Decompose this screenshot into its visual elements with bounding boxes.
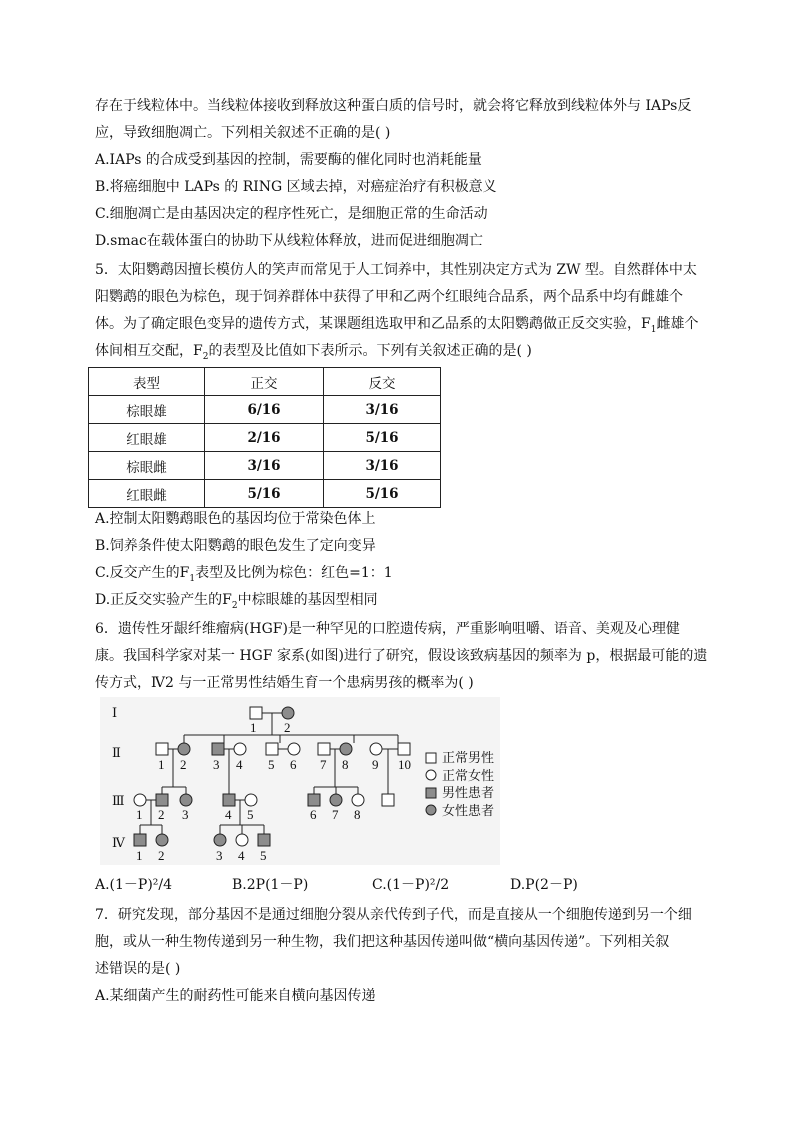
q7-line3: 述错误的是( ) [95,961,181,977]
svg-text:5: 5 [260,848,267,863]
table-cell: 5/16 [324,424,441,452]
svg-text:1: 1 [250,720,257,735]
table-cell: 2/16 [205,424,324,452]
legend-male-affected-icon [426,788,436,798]
q4-option-a: A.IAPs 的合成受到基因的控制，需要酶的催化同时也消耗能量 [95,152,482,168]
table-cell: 红眼雄 [89,424,205,452]
q6-line3: 传方式，Ⅳ2 与一正常男性结婚生育一个患病男孩的概率为( ) [95,675,474,691]
svg-text:2: 2 [284,720,291,735]
q5-option-c: C.反交产生的$F_1$表型及比例为棕色：红色=1：1 [95,565,393,584]
q5-option-b: B.饲养条件使太阳鹦鹉的眼色发生了定向变异 [95,538,376,554]
q5-line3: 体。为了确定眼色变异的遗传方式，某课题组选取甲和乙品系的太阳鹦鹉做正反交实验，$F_1$雌雄个 [95,316,699,335]
svg-text:女性患者: 女性患者 [442,803,495,818]
table-cell: 红眼雌 [89,480,205,508]
svg-text:6: 6 [310,807,317,822]
svg-text:7: 7 [320,757,327,772]
svg-text:9: 9 [372,757,379,772]
q6-line2: 康。我国科学家对某一 HGF 家系(如图)进行了研究，假设该致病基因的频率为 p，根据最可能的遗 [95,648,708,664]
svg-text:5: 5 [247,807,254,822]
phenotype-table [88,367,441,508]
svg-text:3: 3 [213,757,220,772]
q6-option-c: C.(1－P)²/2 [372,877,450,893]
svg-text:4: 4 [225,807,232,822]
table-cell: 3/16 [324,452,441,480]
gen-label: Ⅲ [112,793,125,808]
legend-female-affected-icon [426,805,436,815]
svg-text:2: 2 [158,848,165,863]
table-row [89,424,441,452]
q4-line2: 应，导致细胞凋亡。下列相关叙述不正确的是( ) [95,125,391,141]
q7-option-a: A.某细菌产生的耐药性可能来自横向基因传递 [95,988,376,1004]
q6-option-b: B.2P(1－P) [232,877,309,893]
svg-text:4: 4 [238,848,245,863]
table-cell: 6/16 [205,396,324,424]
q5-line4: 体间相互交配，$F_2$的表型及比值如下表所示。下列有关叙述正确的是( ) [95,343,532,362]
legend-male-normal-icon [426,753,436,763]
female-affected-symbol [282,707,294,719]
q4-option-b: B.将癌细胞中 LAPs 的 RING 区域去掉，对癌症治疗有积极意义 [95,179,497,195]
male-normal-symbol [250,707,262,719]
table-cell: 5/16 [205,480,324,508]
q5-line1: 5．太阳鹦鹉因擅长模仿人的笑声而常见于人工饲养中，其性别决定方式为 ZW 型。自然群体中太 [95,262,697,278]
svg-text:正常男性: 正常男性 [442,750,495,765]
q4-line1: 存在于线粒体中。当线粒体接收到释放这种蛋白质的信号时，就会将它释放到线粒体外与 IAPs反 [95,98,692,114]
table-cell: 5/16 [324,480,441,508]
q4-option-d: D.smac在载体蛋白的协助下从线粒体释放，进而促进细胞凋亡 [95,233,483,249]
svg-text:5: 5 [268,757,275,772]
table-header-row [89,368,441,396]
svg-text:4: 4 [236,757,243,772]
svg-text:1: 1 [136,848,143,863]
svg-text:8: 8 [342,757,349,772]
svg-text:8: 8 [354,807,361,822]
svg-text:3: 3 [216,848,223,863]
svg-text:3: 3 [182,807,189,822]
gen-label: Ⅱ [112,745,121,760]
table-header: 表型 [89,368,205,396]
table-row [89,452,441,480]
table-header: 反交 [324,368,441,396]
svg-text:10: 10 [398,757,411,772]
svg-text:7: 7 [332,807,339,822]
legend-female-normal-icon [426,770,436,780]
q6-line1: 6．遗传性牙龈纤维瘤病(HGF)是一种罕见的口腔遗传病，严重影响咀嚼、语音、美观及心理健 [95,621,680,637]
svg-text:6: 6 [290,757,297,772]
table-cell: 3/16 [205,452,324,480]
table-header: 正交 [205,368,324,396]
q6-option-d: D.P(2－P) [510,877,578,893]
gen-label: Ⅳ [112,835,125,850]
table-cell: 棕眼雄 [89,396,205,424]
q7-line2: 胞，或从一种生物传递到另一种生物，我们把这种基因传递叫做“横向基因传递”。下列相关叙 [95,934,670,950]
svg-text:男性患者: 男性患者 [442,785,495,800]
q4-option-c: C.细胞凋亡是由基因决定的程序性死亡，是细胞正常的生命活动 [95,206,488,222]
q5-option-d: D.正反交实验产生的$F_2$中棕眼雄的基因型相同 [95,592,378,611]
q5-option-a: A.控制太阳鹦鹉眼色的基因均位于常染色体上 [95,511,376,527]
table-row [89,480,441,508]
table-cell: 棕眼雌 [89,452,205,480]
table-cell: 3/16 [324,396,441,424]
svg-text:正常女性: 正常女性 [442,768,495,783]
q5-line2: 阳鹦鹉的眼色为棕色，现于饲养群体中获得了甲和乙两个红眼纯合品系，两个品系中均有雌雄个 [95,289,683,305]
q6-option-a: A.(1－P)²/4 [95,877,173,893]
table-row [89,396,441,424]
svg-text:1: 1 [158,757,165,772]
svg-text:2: 2 [180,757,187,772]
pedigree-figure [100,697,500,865]
gen-label: Ⅰ [112,705,118,720]
svg-text:1: 1 [136,807,143,822]
svg-text:2: 2 [158,807,165,822]
q7-line1: 7．研究发现，部分基因不是通过细胞分裂从亲代传到子代，而是直接从一个细胞传递到另一个细 [95,907,692,923]
